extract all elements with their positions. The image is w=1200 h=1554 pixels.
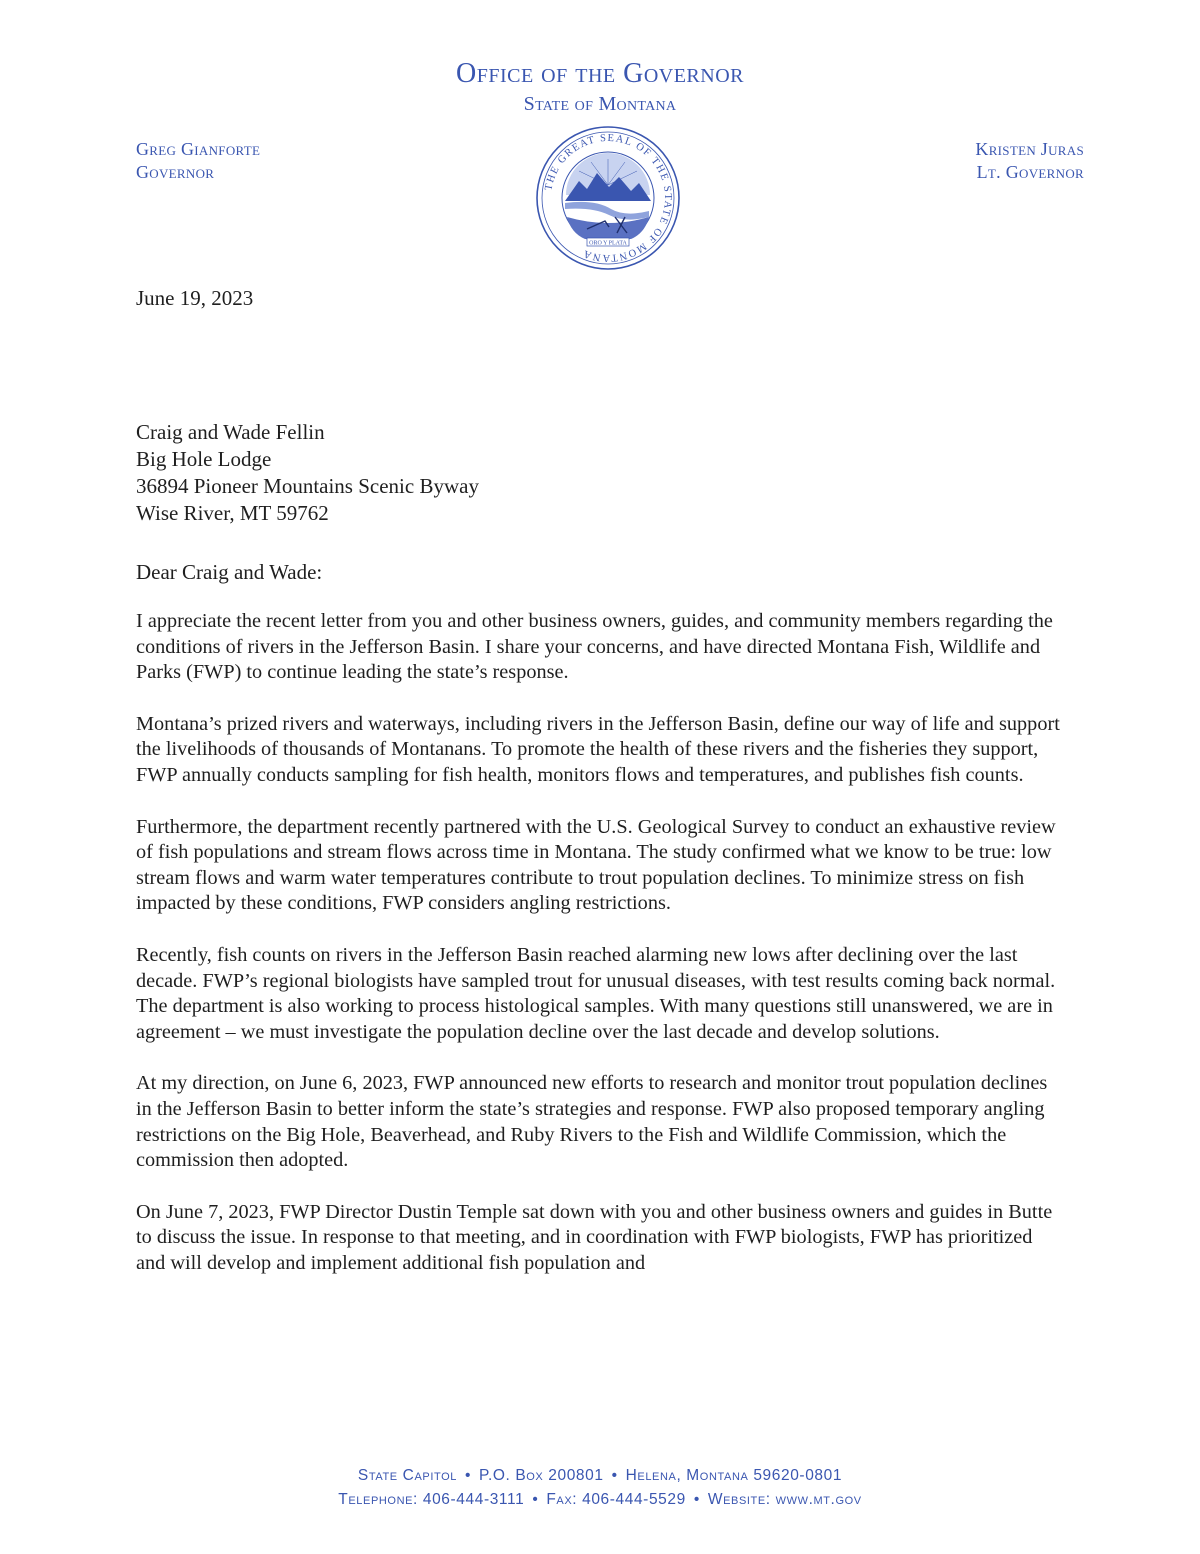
footer-capitol: State Capitol bbox=[357, 1467, 457, 1484]
bullet-icon: • bbox=[611, 1467, 618, 1484]
governor-title: Governor bbox=[136, 162, 215, 182]
lt-governor-title: Lt. Governor bbox=[976, 162, 1084, 182]
recipient-line: Big Hole Lodge bbox=[136, 447, 272, 471]
body-paragraph: On June 7, 2023, FWP Director Dustin Temple sat down with you and other business owners and guides in Butte to discuss the issue. In response to that meeting, and in coordination with FWP biologists, FWP has prioritized and will develop and implement additional fish population and bbox=[136, 1200, 1053, 1274]
body-paragraph: At my direction, on June 6, 2023, FWP announced new efforts to research and monitor trout population declines in the Jefferson Basin to better inform the state’s strategies and response. FWP also proposed temporary angling restrictions on the Big Hole, Beaverhead, and Ruby Rivers to the Fish and Wildlife Commission, which the commission then adopted. bbox=[136, 1072, 1048, 1172]
bullet-icon: • bbox=[532, 1491, 539, 1508]
recipient-line: Craig and Wade Fellin bbox=[136, 420, 325, 444]
letterhead-subtitle: State of Montana bbox=[523, 93, 677, 115]
body-paragraph: Montana’s prized rivers and waterways, including rivers in the Jefferson Basin, define our way of life and support the livelihoods of thousands of Montanans. To promote the health of these rivers and the fisheries they support, FWP annually conducts sampling for fish health, monitors flows and temperatures, and publishes fish counts. bbox=[136, 712, 1060, 786]
footer-address-line bbox=[0, 1466, 1200, 1486]
governor-block bbox=[136, 138, 260, 184]
seal-motto: ORO Y PLATA bbox=[589, 240, 627, 247]
footer-telephone: Telephone: 406-444-3111 bbox=[338, 1491, 525, 1508]
state-seal-icon bbox=[535, 125, 681, 271]
lt-governor-name: Kristen Juras bbox=[975, 139, 1084, 159]
governor-name: Greg Gianforte bbox=[136, 139, 261, 159]
bullet-icon: • bbox=[464, 1467, 471, 1484]
lt-governor-block bbox=[975, 138, 1084, 184]
recipient-address bbox=[136, 419, 479, 527]
letter-date: June 19, 2023 bbox=[136, 286, 254, 310]
body-paragraph: Recently, fish counts on rivers in the Jefferson Basin reached alarming new lows after declining over the last decade. FWP’s regional biologists have sampled trout for unusual diseases, with test results coming back normal. The department is also working to process histological samples. With many questions still unanswered, we are in agreement – we must investigate the population decline over the last decade and develop solutions. bbox=[136, 943, 1056, 1043]
letter-body bbox=[136, 609, 1066, 1302]
seal-text: THE GREAT SEAL OF THE STATE OF MONTANA bbox=[543, 132, 674, 264]
recipient-line: Wise River, MT 59762 bbox=[136, 501, 329, 525]
letterhead-title: Office of the Governor bbox=[455, 58, 745, 89]
recipient-line: 36894 Pioneer Mountains Scenic Byway bbox=[136, 474, 479, 498]
footer-po-box: P.O. Box 200801 bbox=[479, 1467, 604, 1484]
body-paragraph: I appreciate the recent letter from you and other business owners, guides, and community members regarding the conditions of rivers in the Jefferson Basin. I share your concerns, and have directed Montana Fish, Wildlife and Parks (FWP) to continue leading the state’s response. bbox=[136, 610, 1053, 684]
salutation: Dear Craig and Wade: bbox=[136, 560, 323, 584]
footer-city: Helena, Montana 59620-0801 bbox=[625, 1467, 843, 1484]
footer-contact-line bbox=[0, 1490, 1200, 1510]
footer-website[interactable]: Website: www.mt.gov bbox=[707, 1491, 862, 1508]
bullet-icon: • bbox=[693, 1491, 700, 1508]
footer-fax: Fax: 406-444-5529 bbox=[546, 1491, 686, 1508]
body-paragraph: Furthermore, the department recently partnered with the U.S. Geological Survey to conduct an exhaustive review of fish populations and stream flows across time in Montana. The study confirmed what we know to be true: low stream flows and warm water temperatures contribute to trout population declines. To minimize stress on fish impacted by these conditions, FWP considers angling restrictions. bbox=[136, 815, 1056, 915]
